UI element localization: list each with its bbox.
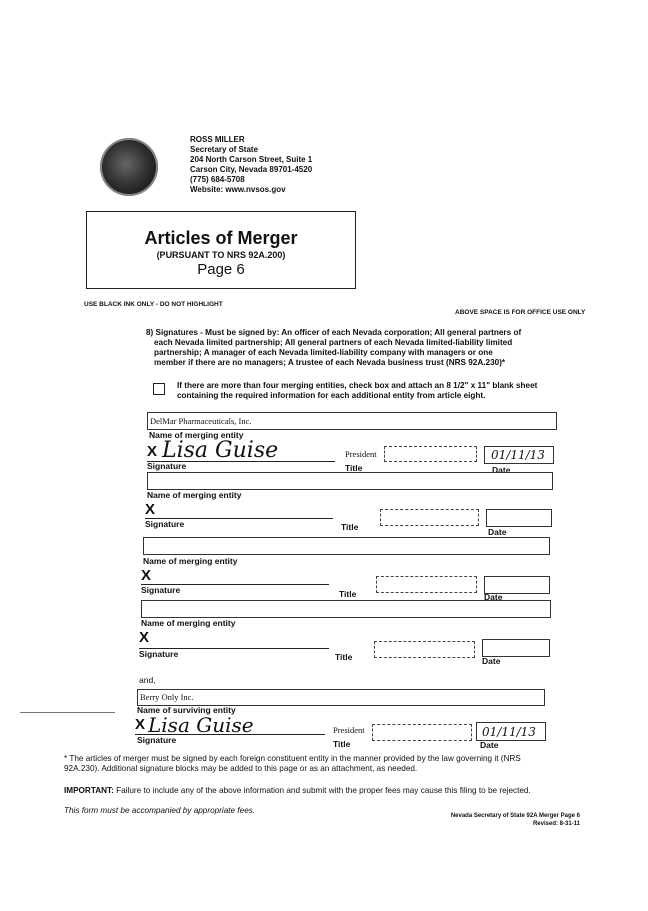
surviving-entity-label: Name of surviving entity xyxy=(137,705,236,715)
signature-4-label: Signature xyxy=(139,649,179,659)
address-line-1: 204 North Carson Street, Suite 1 xyxy=(190,155,313,164)
date-1-value: 01/11/13 xyxy=(491,448,545,462)
form-page-number: Page 6 xyxy=(197,261,245,278)
section-8-text xyxy=(146,328,566,368)
signature-2-label: Signature xyxy=(145,519,185,529)
signature-1-label: Signature xyxy=(147,461,187,471)
scan-artifact-line xyxy=(20,712,115,713)
form-title: Articles of Merger xyxy=(144,228,298,248)
surviving-entity-name: Berry Only Inc. xyxy=(140,692,194,702)
office-info xyxy=(190,135,312,195)
checkbox-instructions xyxy=(177,381,577,401)
star-footnote xyxy=(64,754,604,774)
signature-4-x: X xyxy=(139,629,150,646)
section-8-line-4: member if there are no managers; A trustee of each Nevada business trust (NRS 92A.230)* xyxy=(154,358,506,367)
merging-entity-3-label: Name of merging entity xyxy=(143,556,238,566)
title-2-label: Title xyxy=(341,522,359,532)
title-3-label: Title xyxy=(339,589,357,599)
merging-entity-1-name: DelMar Pharmaceuticals, Inc. xyxy=(150,416,252,426)
form-subtitle: (PURSUANT TO NRS 92A.200) xyxy=(156,250,286,260)
checkbox-line-1: If there are more than four merging entities, check box and attach an 8 1/2" x 11" blank sheet xyxy=(177,381,538,390)
date-4-field[interactable] xyxy=(482,639,550,657)
surviving-date-label: Date xyxy=(480,740,499,750)
merging-entity-3-name-field[interactable] xyxy=(143,537,550,555)
important-notice xyxy=(64,786,604,796)
important-text: Failure to include any of the above information and submit with the proper fees may cause this filing to be rejected. xyxy=(113,786,531,795)
surviving-signature-x: X xyxy=(135,716,146,733)
surviving-date-field[interactable] xyxy=(476,722,546,741)
section-8-line-2: each Nevada limited partnership; All general partners of each Nevada limited-liability limited xyxy=(154,338,513,347)
and-label: and, xyxy=(139,675,156,685)
surviving-signature-label: Signature xyxy=(137,735,177,745)
signature-3-label: Signature xyxy=(141,585,181,595)
secretary-title: Secretary of State xyxy=(190,145,259,154)
title-2-field[interactable] xyxy=(380,509,479,526)
signature-2-x: X xyxy=(145,501,156,518)
fees-notice: This form must be accompanied by appropriate fees. xyxy=(64,806,256,815)
date-1-label: Date xyxy=(492,465,511,475)
surviving-entity-name-field[interactable] xyxy=(137,689,545,706)
ink-notice: USE BLACK INK ONLY - DO NOT HIGHLIGHT xyxy=(84,301,223,308)
office-use-notice: ABOVE SPACE IS FOR OFFICE USE ONLY xyxy=(455,309,586,316)
surviving-signature-value: Lisa Guise xyxy=(148,713,254,737)
star-footnote-line-1: * The articles of merger must be signed by each foreign constituent entity in the manner provided by the law governing it (NRS xyxy=(64,754,521,763)
title-1-field[interactable] xyxy=(384,446,477,462)
title-4-label: Title xyxy=(335,652,353,662)
section-8-line-3: partnership; A manager of each Nevada limited-liability company with managers or one xyxy=(154,348,493,357)
surviving-title-value: President xyxy=(333,725,365,735)
surviving-title-field[interactable] xyxy=(372,724,472,741)
signature-3-x: X xyxy=(141,567,152,584)
star-footnote-line-2: 92A.230). Additional signature blocks may be added to this page or as an attachment, as needed. xyxy=(64,764,418,773)
secretary-name: ROSS MILLER xyxy=(190,135,245,144)
date-4-label: Date xyxy=(482,656,501,666)
more-entities-checkbox[interactable] xyxy=(153,383,165,395)
address-line-2: Carson City, Nevada 89701-4520 xyxy=(190,165,313,174)
state-seal-icon xyxy=(100,138,158,196)
date-2-field[interactable] xyxy=(486,509,552,527)
merging-entity-4-name-field[interactable] xyxy=(141,600,551,618)
signature-1-value: Lisa Guise xyxy=(162,438,279,463)
section-8-line-1: 8) Signatures - Must be signed by: An officer of each Nevada corporation; All general partners of xyxy=(146,328,522,337)
signature-1-x: X xyxy=(147,443,158,460)
title-1-label: Title xyxy=(345,463,363,473)
merging-entity-4-label: Name of merging entity xyxy=(141,618,236,628)
date-3-label: Date xyxy=(484,592,503,602)
important-label: IMPORTANT: xyxy=(64,786,114,795)
footer-line-2: Revised: 8-31-11 xyxy=(532,821,580,827)
merging-entity-1-label: Name of merging entity xyxy=(149,430,244,440)
surviving-date-value: 01/11/13 xyxy=(482,725,536,739)
title-1-value: President xyxy=(345,449,377,459)
merging-entity-1-name-field[interactable] xyxy=(147,412,557,430)
merging-entity-2-name-field[interactable] xyxy=(147,472,553,490)
website: Website: www.nvsos.gov xyxy=(190,185,286,194)
merging-entity-2-label: Name of merging entity xyxy=(147,490,242,500)
form-title-box xyxy=(86,211,356,289)
title-3-field[interactable] xyxy=(376,576,477,593)
date-2-label: Date xyxy=(488,527,507,537)
page-footer xyxy=(380,812,580,828)
title-4-field[interactable] xyxy=(374,641,475,658)
date-1-field[interactable] xyxy=(484,446,554,464)
surviving-title-label: Title xyxy=(333,739,351,749)
phone: (775) 684-5708 xyxy=(190,175,245,184)
checkbox-line-2: containing the required information for each additional entity from article eight. xyxy=(177,391,486,400)
footer-line-1: Nevada Secretary of State 92A Merger Page 6 xyxy=(450,813,580,819)
